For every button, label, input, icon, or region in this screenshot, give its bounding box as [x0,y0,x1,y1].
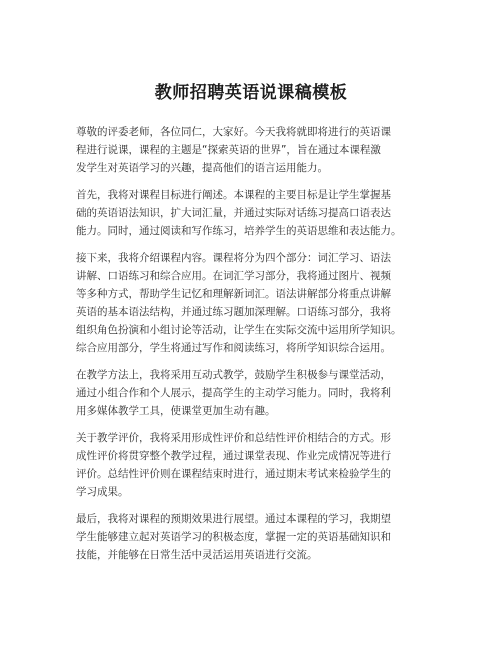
paragraph-line: 最后，我将对课程的预期效果进行展望。通过本课程的学习，我期望 [76,513,391,525]
paragraph-line: 评价。总结性评价则在课程结束时进行，通过期末考试来检验学生的 [76,468,391,480]
paragraph-line: 在教学方法上，我将采用互动式教学，鼓励学生积极参与课堂活动， [76,369,391,381]
paragraph-line: 技能，并能够在日常生活中灵活运用英语进行交流。 [76,549,318,561]
paragraph-conclusion [76,510,436,564]
paragraph-line: 能力。同时，通过阅读和写作练习，培养学生的英语思维和表达能力。 [76,225,402,237]
paragraph-line: 学习成果。 [76,486,129,498]
paragraph-line: 尊敬的评委老师，各位同仁，大家好。今天我将就即将进行的英语课 [76,126,391,138]
document-title: 教师招聘英语说课稿模板 [154,83,348,103]
paragraph-line: 成性评价将贯穿整个教学过程，通过课堂表现、作业完成情况等进行 [76,450,391,462]
paragraph-line: 讲解、口语练习和综合应用。在词汇学习部分，我将通过图片、视频 [76,270,391,282]
paragraph-opening [76,123,436,177]
paragraph-evaluation [76,429,436,501]
paragraph-line: 组织角色扮演和小组讨论等活动，让学生在实际交流中运用所学知识。 [76,324,402,336]
paragraph-line: 础的英语语法知识，扩大词汇量，并通过实际对话练习提高口语表达 [76,207,391,219]
paragraph-line: 学生能够建立起对英语学习的积极态度，掌握一定的英语基础知识和 [76,531,391,543]
paragraph-methods [76,366,436,420]
paragraph-content [76,249,436,357]
paragraph-line: 用多媒体教学工具，使课堂更加生动有趣。 [76,405,276,417]
paragraph-line: 英语的基本语法结构，并通过练习题加深理解。口语练习部分，我将 [76,306,391,318]
paragraph-goals [76,186,436,240]
paragraph-line: 通过小组合作和个人展示，提高学生的主动学习能力。同时，我将利 [76,387,391,399]
paragraph-line: 接下来，我将介绍课程内容。课程将分为四个部分：词汇学习、语法 [76,252,391,264]
paragraph-line: 等多种方式，帮助学生记忆和理解新词汇。语法讲解部分将重点讲解 [76,288,391,300]
paragraph-line: 综合应用部分，学生将通过写作和阅读练习，将所学知识综合运用。 [76,342,391,354]
paragraph-line: 首先，我将对课程目标进行阐述。本课程的主要目标是让学生掌握基 [76,189,391,201]
paragraph-line: 关于教学评价，我将采用形成性评价和总结性评价相结合的方式。形 [76,432,391,444]
paragraph-line: 发学生对英语学习的兴趣，提高他们的语言运用能力。 [76,162,328,174]
paragraph-line: 程进行说课，课程的主题是“探索英语的世界”，旨在通过本课程激 [76,144,381,156]
